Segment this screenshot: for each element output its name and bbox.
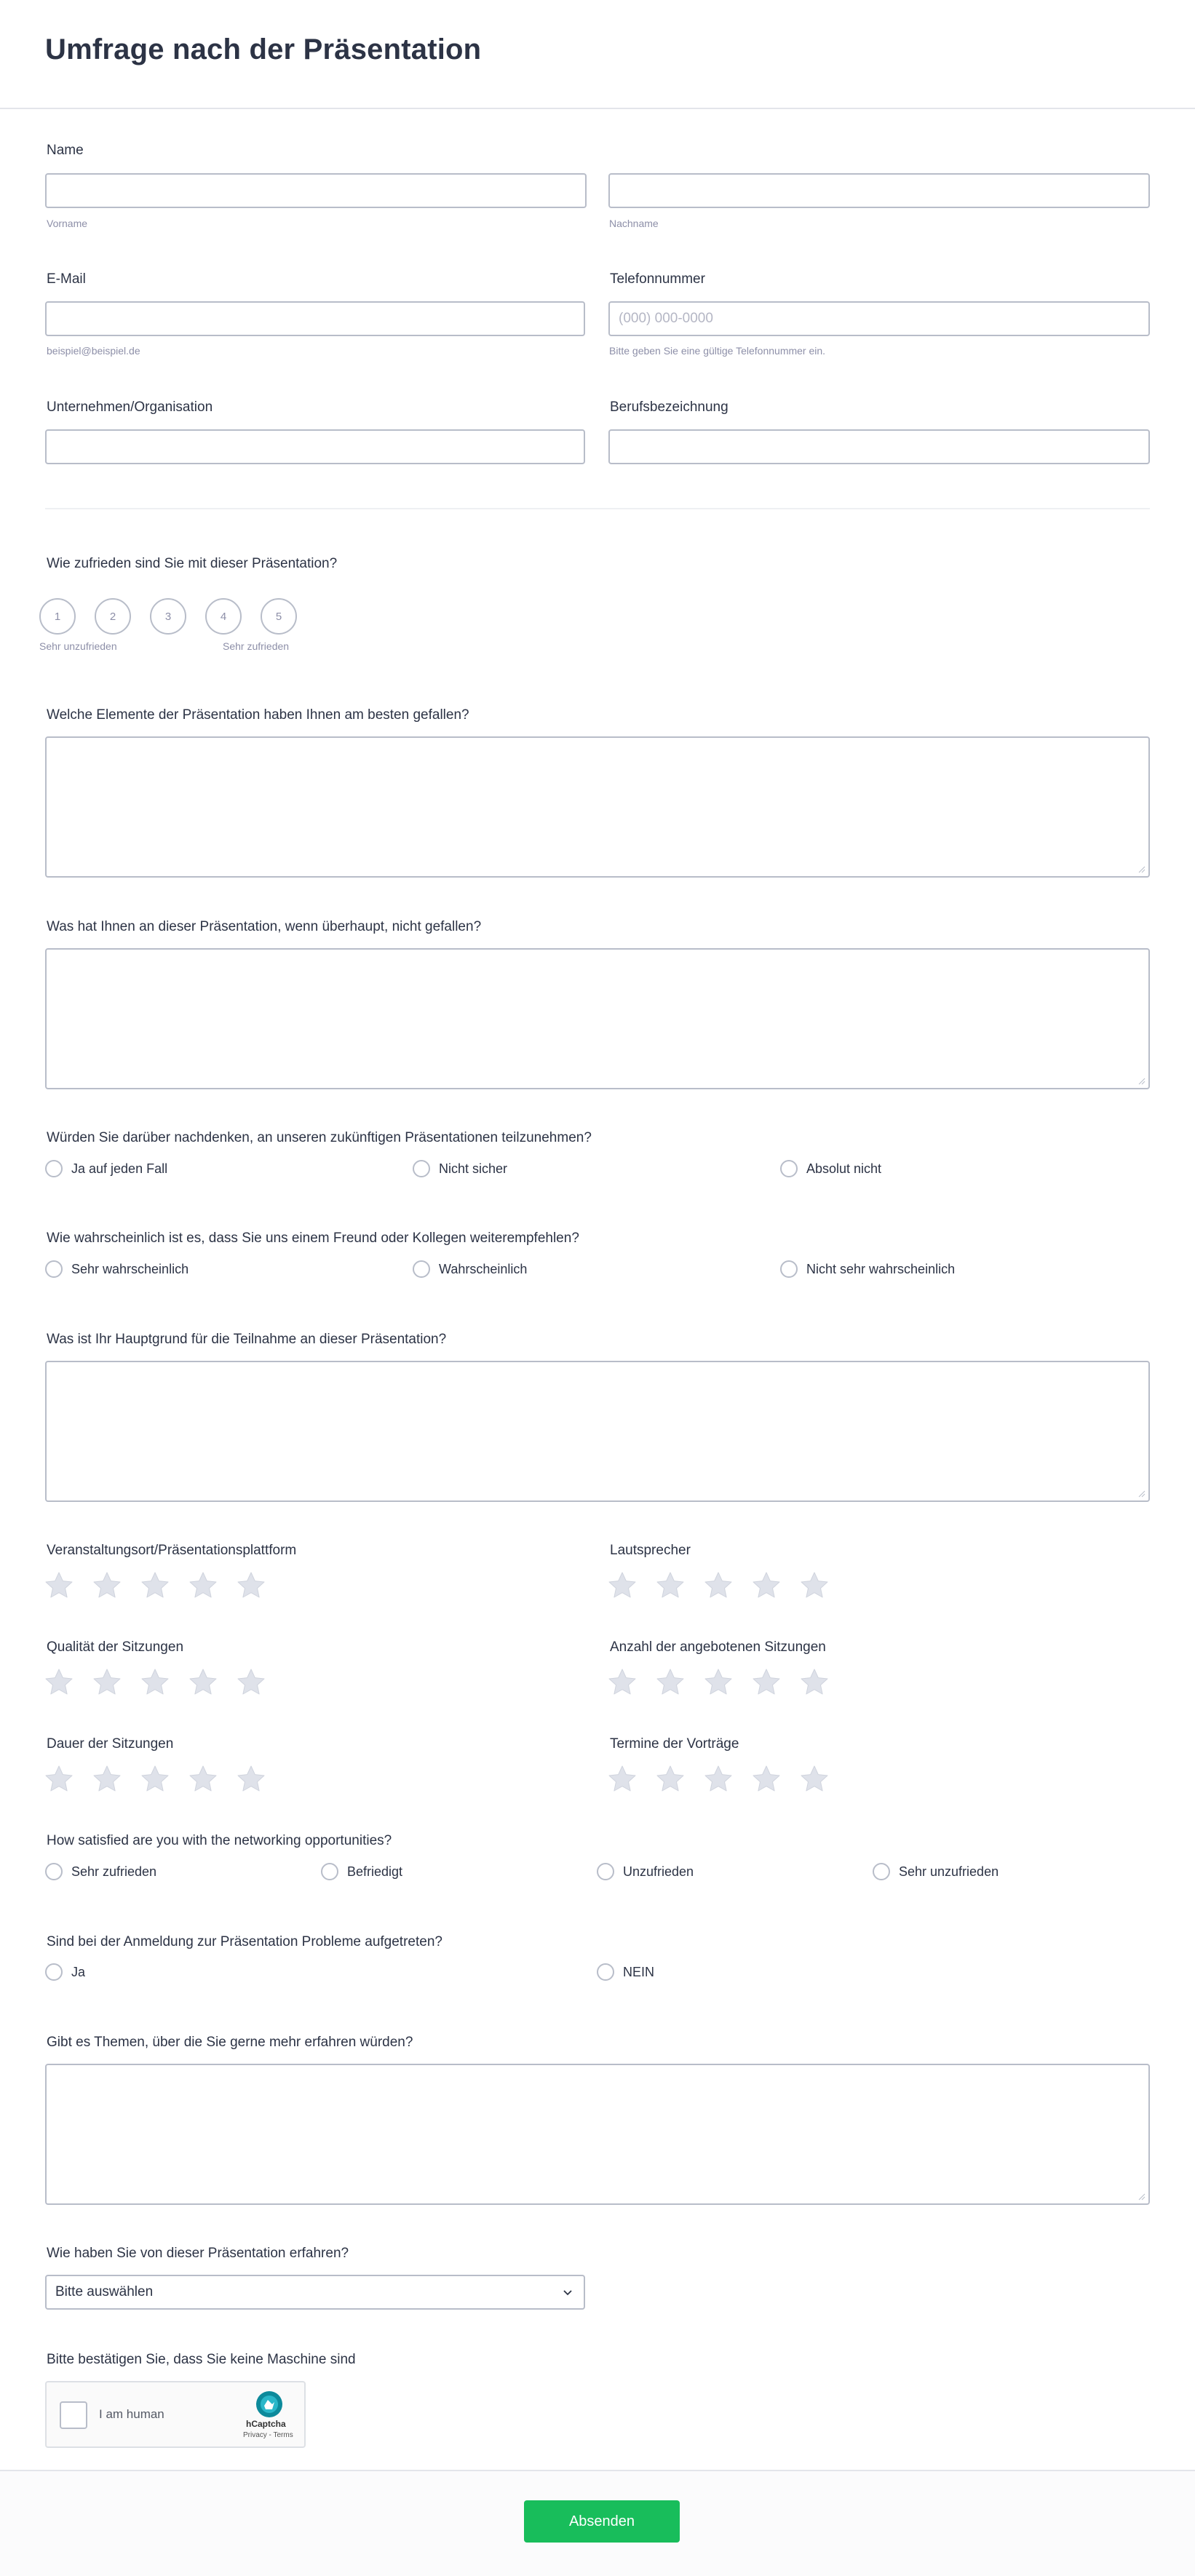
star-icon[interactable] [703, 1764, 734, 1794]
resize-grip-icon[interactable] [1138, 1490, 1146, 1498]
radio-circle[interactable] [597, 1963, 614, 1981]
star-rating-speaker[interactable] [607, 1570, 847, 1601]
star-icon[interactable] [799, 1764, 830, 1794]
radio-circle[interactable] [780, 1160, 798, 1177]
source-dropdown[interactable] [45, 2275, 585, 2310]
phone-label: Telefonnummer [610, 271, 705, 287]
job-title-label: Berufsbezeichnung [610, 399, 728, 415]
scale-high-label: Sehr zufrieden [223, 640, 290, 652]
star-icon[interactable] [140, 1764, 170, 1794]
radio-circle[interactable] [597, 1863, 614, 1880]
radio-label: Ja [71, 1964, 86, 1979]
star-icon[interactable] [751, 1570, 782, 1601]
radio-circle[interactable] [780, 1260, 798, 1278]
submit-button[interactable]: Absenden [524, 2500, 680, 2543]
star-icon[interactable] [655, 1667, 686, 1698]
satisfaction-label: Wie zufrieden sind Sie mit dieser Präsentation? [47, 556, 338, 571]
star-icon[interactable] [703, 1667, 734, 1698]
resize-grip-icon[interactable] [1138, 2193, 1146, 2201]
star-icon[interactable] [799, 1667, 830, 1698]
first-name-sublabel: Vorname [47, 218, 88, 229]
form-footer [0, 2470, 1195, 2576]
radio-registration-no[interactable] [597, 1963, 654, 1981]
captcha-label: Bitte bestätigen Sie, dass Sie keine Maschine sind [47, 2352, 356, 2367]
radio-circle[interactable] [873, 1863, 890, 1880]
radio-recommend-not-likely[interactable] [780, 1260, 955, 1278]
captcha-links[interactable]: Privacy - Terms [243, 2431, 293, 2439]
networking-label: How satisfied are you with the networking opportunities? [47, 1833, 392, 1848]
radio-networking-unsatisfied[interactable] [597, 1863, 694, 1880]
rating-label-schedule: Termine der Vorträge [610, 1736, 739, 1752]
radio-future-yes[interactable] [45, 1160, 167, 1177]
star-icon[interactable] [44, 1667, 74, 1698]
company-label: Unternehmen/Organisation [47, 399, 213, 415]
radio-future-unsure[interactable] [413, 1160, 507, 1177]
radio-label: Sehr zufrieden [71, 1864, 157, 1879]
phone-field[interactable] [608, 301, 1150, 336]
star-icon[interactable] [236, 1570, 266, 1601]
radio-label: Ja auf jeden Fall [71, 1161, 168, 1176]
radio-circle[interactable] [413, 1260, 430, 1278]
radio-networking-very-satisfied[interactable] [45, 1863, 156, 1880]
liked-label: Welche Elemente der Präsentation haben Ihnen am besten gefallen? [47, 707, 469, 723]
reason-textarea[interactable] [45, 1361, 1150, 1502]
star-icon[interactable] [92, 1667, 122, 1698]
radio-label: Wahrscheinlich [439, 1261, 528, 1276]
star-icon[interactable] [188, 1667, 218, 1698]
phone-sublabel: Bitte geben Sie eine gültige Telefonnummer ein. [609, 345, 826, 357]
star-icon[interactable] [140, 1667, 170, 1698]
captcha-widget [45, 2381, 306, 2448]
radio-recommend-very-likely[interactable] [45, 1260, 188, 1278]
radio-recommend-likely[interactable] [413, 1260, 527, 1278]
rating-label-speaker: Lautsprecher [610, 1543, 691, 1558]
page-title: Umfrage nach der Präsentation [45, 33, 482, 65]
star-icon[interactable] [607, 1764, 638, 1794]
star-icon[interactable] [236, 1764, 266, 1794]
radio-label: Unzufrieden [623, 1864, 694, 1879]
captcha-checkbox[interactable] [60, 2401, 87, 2429]
rating-label-count: Anzahl der angebotenen Sitzungen [610, 1639, 826, 1655]
first-name-input[interactable] [45, 173, 587, 208]
star-icon[interactable] [236, 1667, 266, 1698]
scale-option-3[interactable]: 3 [150, 598, 186, 635]
email-label: E-Mail [47, 271, 86, 287]
radio-circle[interactable] [45, 1160, 63, 1177]
star-icon[interactable] [703, 1570, 734, 1601]
disliked-label: Was hat Ihnen an dieser Präsentation, wenn überhaupt, nicht gefallen? [47, 919, 482, 934]
disliked-textarea[interactable] [45, 948, 1150, 1089]
section-divider [45, 508, 1150, 509]
star-icon[interactable] [655, 1764, 686, 1794]
star-icon[interactable] [751, 1667, 782, 1698]
star-icon[interactable] [44, 1764, 74, 1794]
topics-textarea[interactable] [45, 2064, 1150, 2205]
rating-label-quality: Qualität der Sitzungen [47, 1639, 184, 1655]
star-icon[interactable] [140, 1570, 170, 1601]
liked-textarea[interactable] [45, 736, 1150, 878]
star-rating-schedule[interactable] [607, 1764, 847, 1794]
radio-circle[interactable] [45, 1963, 63, 1981]
star-icon[interactable] [607, 1570, 638, 1601]
scale-option-1[interactable]: 1 [39, 598, 76, 635]
captcha-brand: hCaptcha [246, 2419, 286, 2429]
star-icon[interactable] [799, 1570, 830, 1601]
registration-label: Sind bei der Anmeldung zur Präsentation Probleme aufgetreten? [47, 1934, 442, 1949]
recommend-label: Wie wahrscheinlich ist es, dass Sie uns einem Freund oder Kollegen weiterempfehlen? [47, 1231, 579, 1246]
scale-option-5[interactable]: 5 [261, 598, 297, 635]
radio-label: Absolut nicht [806, 1161, 882, 1176]
star-rating-venue[interactable] [44, 1570, 284, 1601]
star-rating-count[interactable] [607, 1667, 847, 1698]
email-sublabel: beispiel@beispiel.de [47, 345, 140, 357]
job-title-field[interactable] [608, 429, 1150, 464]
company-field[interactable] [45, 429, 585, 464]
last-name-input[interactable] [608, 173, 1150, 208]
star-icon[interactable] [751, 1764, 782, 1794]
star-icon[interactable] [655, 1570, 686, 1601]
radio-circle[interactable] [45, 1863, 63, 1880]
radio-registration-yes[interactable] [45, 1963, 85, 1981]
star-icon[interactable] [92, 1570, 122, 1601]
radio-label: Nicht sehr wahrscheinlich [806, 1261, 956, 1276]
star-rating-quality[interactable] [44, 1667, 284, 1698]
star-icon[interactable] [607, 1667, 638, 1698]
dropdown-selected-value: Bitte auswählen [55, 2284, 154, 2299]
resize-grip-icon[interactable] [1138, 866, 1146, 873]
scale-option-4[interactable]: 4 [205, 598, 242, 635]
star-icon[interactable] [188, 1764, 218, 1794]
star-rating-duration[interactable] [44, 1764, 284, 1794]
radio-circle[interactable] [45, 1260, 63, 1278]
resize-grip-icon[interactable] [1138, 1078, 1146, 1085]
last-name-sublabel: Nachname [609, 218, 659, 229]
scale-option-2[interactable]: 2 [95, 598, 131, 635]
radio-networking-satisfied[interactable] [321, 1863, 402, 1880]
name-label: Name [47, 143, 84, 158]
hcaptcha-logo-icon [255, 2390, 284, 2419]
scale-low-label: Sehr unzufrieden [39, 640, 117, 652]
radio-label: NEIN [623, 1964, 655, 1979]
chevron-down-icon [562, 2286, 573, 2298]
star-icon[interactable] [188, 1570, 218, 1601]
radio-label: Sehr unzufrieden [899, 1864, 999, 1879]
star-icon[interactable] [92, 1764, 122, 1794]
radio-label: Befriedigt [347, 1864, 403, 1879]
radio-networking-very-unsatisfied[interactable] [873, 1863, 999, 1880]
rating-label-venue: Veranstaltungsort/Präsentationsplattform [47, 1543, 297, 1558]
source-label: Wie haben Sie von dieser Präsentation erfahren? [47, 2246, 349, 2261]
future-label: Würden Sie darüber nachdenken, an unseren zukünftigen Präsentationen teilzunehmen? [47, 1130, 592, 1145]
email-field[interactable] [45, 301, 585, 336]
star-icon[interactable] [44, 1570, 74, 1601]
topics-label: Gibt es Themen, über die Sie gerne mehr erfahren würden? [47, 2035, 413, 2050]
radio-circle[interactable] [321, 1863, 338, 1880]
radio-label: Sehr wahrscheinlich [71, 1261, 189, 1276]
form-header [0, 0, 1195, 109]
radio-circle[interactable] [413, 1160, 430, 1177]
radio-future-no[interactable] [780, 1160, 881, 1177]
reason-label: Was ist Ihr Hauptgrund für die Teilnahme an dieser Präsentation? [47, 1332, 447, 1347]
radio-label: Nicht sicher [439, 1161, 508, 1176]
rating-label-duration: Dauer der Sitzungen [47, 1736, 174, 1752]
captcha-text: I am human [99, 2407, 164, 2421]
